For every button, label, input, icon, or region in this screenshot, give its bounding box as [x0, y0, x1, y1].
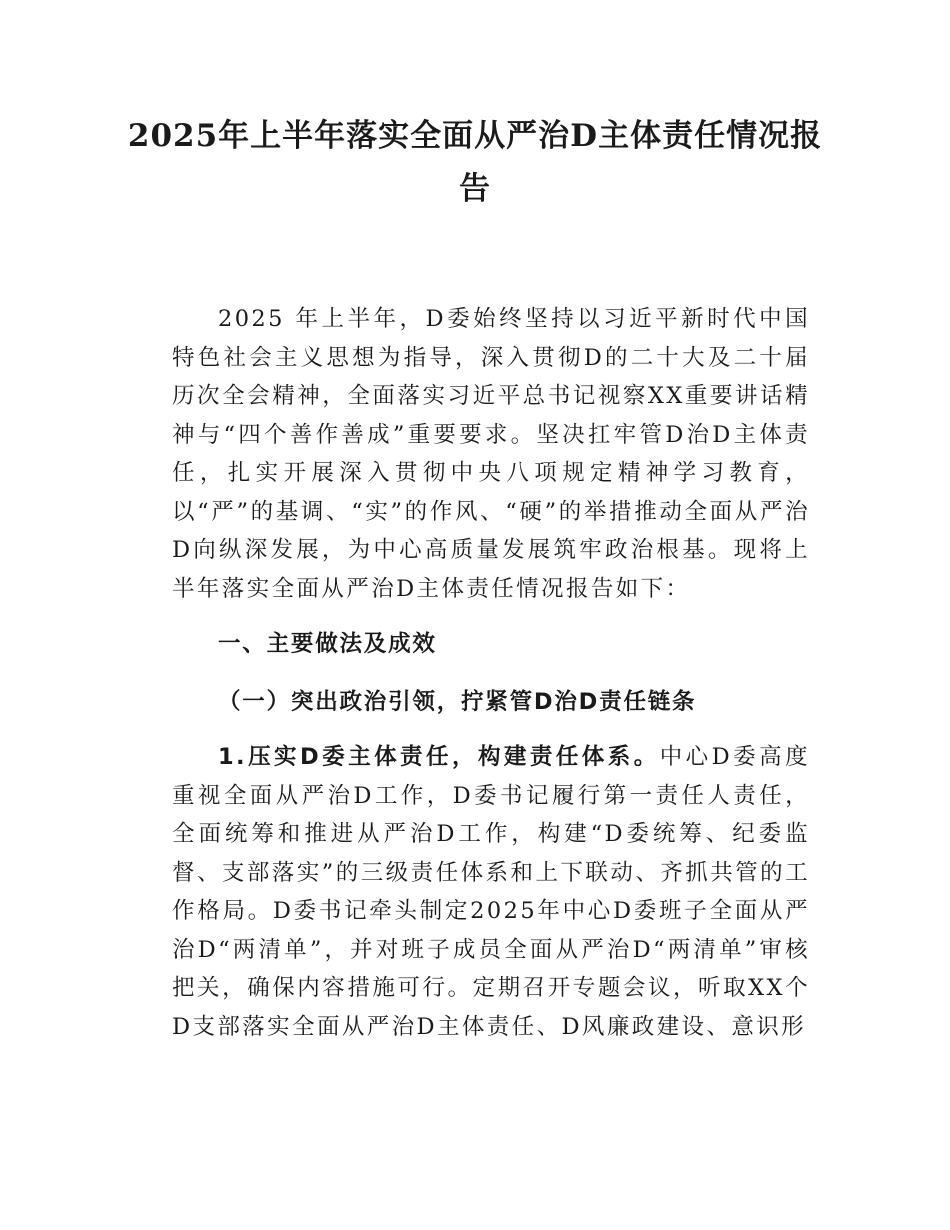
item-text: 中心D委高度重视全面从严治D工作，D委书记履行第一责任人责任，全面统筹和推进从严治D工作，构建“D委统筹、纪委监督、支部落实”的三级责任体系和上下联动、齐抓共管的工作格局。D委书记牵头制定2025年中心D委班子全面从严治D“两清单”，并对班子成员全面从严治D“两清单”审核把关，确保内容措施可行。定期召开专题会议，听取XX个D支部落实全面从严治D主体责任、D风廉政建设、意识形 — [172, 744, 810, 1040]
item-paragraph — [172, 738, 810, 1046]
document-title: 2025年上半年落实全面从严治D主体责任情况报告 — [127, 118, 823, 207]
subsection-heading: （一）突出政治引领，拧紧管D治D责任链条 — [218, 689, 697, 715]
item-lead: 1.压实D委主体责任，构建责任体系。 — [218, 744, 660, 770]
document-body — [172, 300, 810, 1046]
section-heading: 一、主要做法及成效 — [218, 631, 437, 657]
intro-paragraph: 2025 年上半年，D委始终坚持以习近平新时代中国特色社会主义思想为指导，深入贯彻D的二十大及二十届历次全会精神，全面落实习近平总书记视察XX重要讲话精神与“四个善作善成”重要要求。坚决扛牢管D治D主体责任，扎实开展深入贯彻中央八项规定精神学习教育，以“严”的基调、“实”的作风、“硬”的举措推动全面从严治D向纵深发展，为中心高质量发展筑牢政治根基。现将上半年落实全面从严治D主体责任情况报告如下： — [172, 306, 810, 602]
